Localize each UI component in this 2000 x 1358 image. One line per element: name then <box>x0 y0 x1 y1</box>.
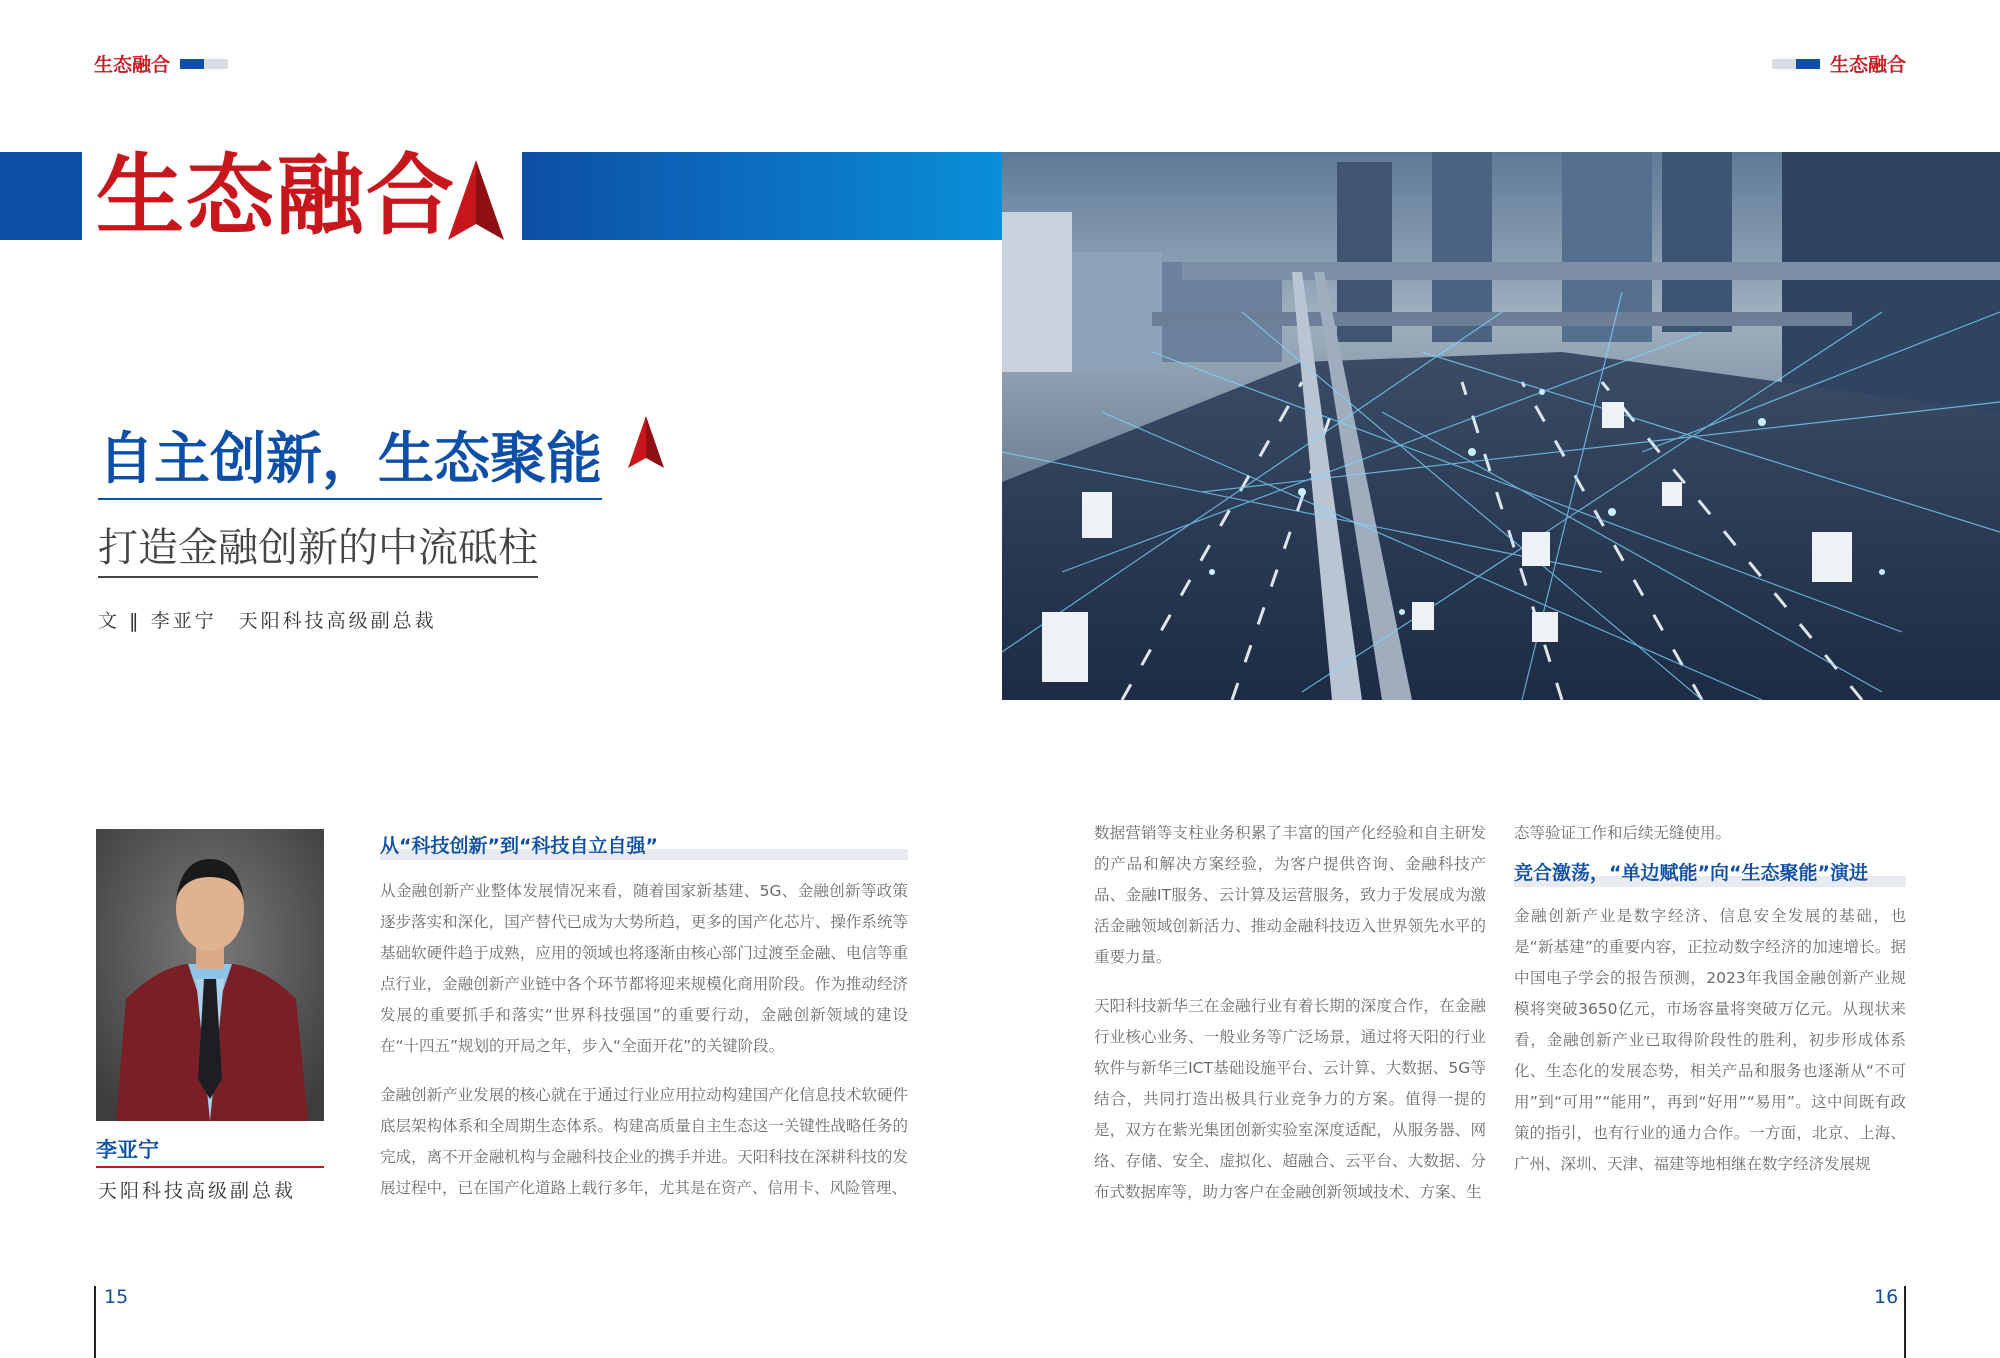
author-name: 李亚宁 <box>96 1138 159 1162</box>
footer-rule-left <box>94 1286 96 1358</box>
banner-gradient-bar <box>522 152 1002 240</box>
arrow-logo-icon <box>448 160 504 240</box>
header-mark-light <box>1772 59 1796 69</box>
byline: 文 ‖ 李亚宁 天阳科技高级副总裁 <box>98 610 437 632</box>
article-title <box>98 422 602 500</box>
paragraph: 金融创新产业是数字经济、信息安全发展的基础，也是“新基建”的重要内容，正拉动数字经济的加速增长。据中国电子学会的报告预测，2023年我国金融创新产业规模将突破3650亿元，市场容量将突破万亿元。从现状来看，金融创新产业已取得阶段性的胜利，初步形成体系化、生态化的发展态势，相关产品和服务也逐渐从“不可用”到“可用”“能用”，再到“好用”“易用”。这中间既有政策的指引，也有行业的通力合作。一方面，北京、上海、广州、深圳、天津、福建等地相继在数字经济发展规 <box>1514 907 1906 1173</box>
running-header-right <box>1772 50 1906 77</box>
arrow-logo-small-icon <box>628 416 664 468</box>
paragraph: 态等验证工作和后续无缝使用。 <box>1514 824 1732 842</box>
section-heading: 从“科技创新”到“科技自立自强” <box>380 832 908 860</box>
author-title: 天阳科技高级副总裁 <box>98 1180 297 1202</box>
paragraph: 天阳科技新华三在金融行业有着长期的深度合作，在金融行业核心业务、一般业务等广泛场景，通过将天阳的行业软件与新华三ICT基础设施平台、云计算、大数据、5G等结合，共同打造出极具行业竞争力的方案。值得一提的是，双方在紫光集团创新实验室深度适配，从服务器、网络、存储、安全、虚拟化、超融合、云平台、大数据、分布式数据库等，助力客户在金融创新领域技术、方案、生 <box>1094 997 1486 1201</box>
header-mark-light <box>204 59 228 69</box>
paragraph: 数据营销等支柱业务积累了丰富的国产化经验和自主研发的产品和解决方案经验，为客户提供咨询、金融科技产品、金融IT服务、云计算及运营服务，致力于发展成为激活金融领域创新活力、推动金融科技迈入世界领先水平的重要力量。 <box>1094 824 1486 966</box>
running-header-left <box>94 50 228 77</box>
text-column-1 <box>380 832 908 1222</box>
running-header-left-label: 生态融合 <box>94 54 171 76</box>
article-subtitle: 打造金融创新的中流砥柱 <box>98 520 538 578</box>
paragraph: 从金融创新产业整体发展情况来看，随着国家新基建、5G、金融创新等政策逐步落实和深化，国产替代已成为大势所趋，更多的国产化芯片、操作系统等基础软硬件趋于成熟，应用的领域也将逐渐由核心部门过渡至金融、电信等重点行业，金融创新产业链中各个环节都将迎来规模化商用阶段。作为推动经济发展的重要抓手和落实“世界科技强国”的重要行动，金融创新领域的建设在“十四五”规划的开局之年，步入“全面开花”的关键阶段。 <box>380 882 908 1055</box>
header-mark <box>1796 59 1820 69</box>
page-number-left: 15 <box>104 1286 129 1308</box>
author-portrait <box>96 829 324 1121</box>
paragraph: 金融创新产业发展的核心就在于通过行业应用拉动构建国产化信息技术软硬件底层架构体系和全周期生态体系。构建高质量自主生态这一关键性战略任务的完成，离不开金融机构与金融科技企业的携手并进。天阳科技在深耕科技的发展过程中，已在国产化道路上载行多年，尤其是在资产、信用卡、风险管理、 <box>380 1086 908 1197</box>
banner-title: 生态融合 <box>96 144 457 247</box>
author-name-rule <box>96 1166 324 1168</box>
text-column-2 <box>1094 818 1486 1226</box>
footer-rule-right <box>1904 1286 1906 1358</box>
banner-left-block <box>0 152 82 240</box>
header-mark <box>180 59 204 69</box>
page-number-right: 16 <box>1874 1286 1899 1308</box>
text-column-3 <box>1514 818 1906 1198</box>
highway-network-photo <box>1002 152 2000 700</box>
section-heading: 竞合激荡，“单边赋能”向“生态聚能”演进 <box>1514 859 1906 887</box>
running-header-right-label: 生态融合 <box>1829 54 1906 76</box>
article-title-text: 自主创新，生态聚能 <box>98 427 602 492</box>
